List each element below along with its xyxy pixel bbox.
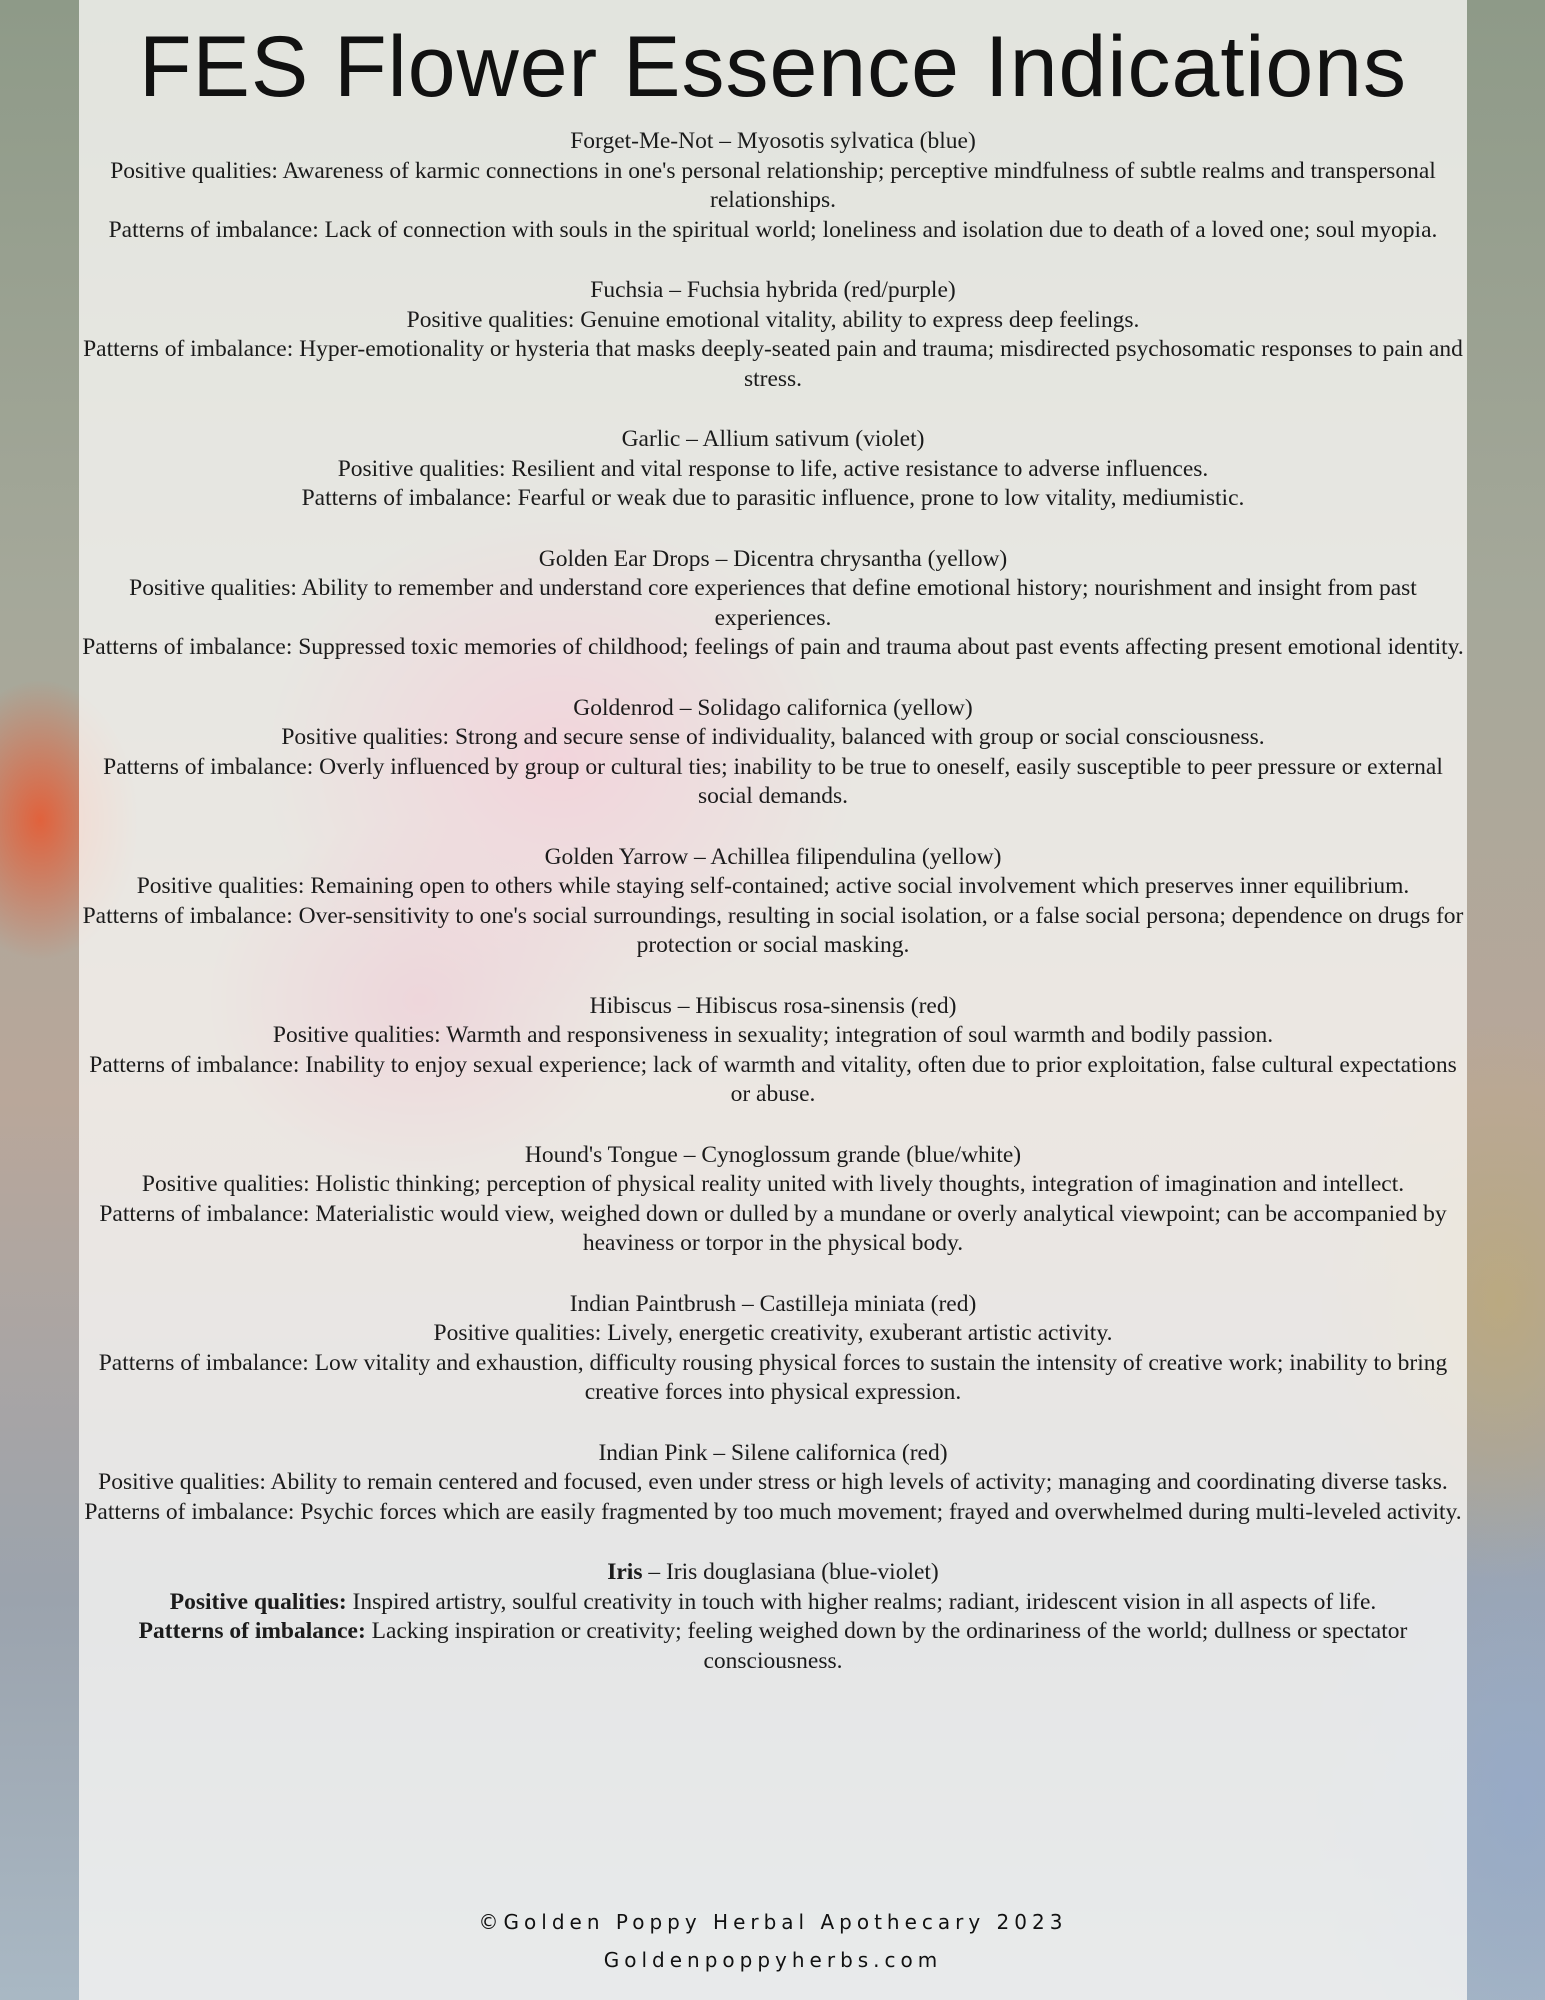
positive-qualities <box>79 455 1467 485</box>
patterns-of-imbalance <box>79 902 1467 961</box>
flower-name: Fuchsia <box>590 277 664 303</box>
imbalance-label: Patterns of imbalance: <box>138 1618 366 1644</box>
dash: – <box>669 277 681 303</box>
imbalance-text: Lacking inspiration or creativity; feeling weighed down by the ordinariness of the world; dullness or spectator consciousness. <box>371 1618 1408 1674</box>
flower-heading <box>79 545 1467 575</box>
patterns-of-imbalance <box>79 633 1467 663</box>
flower-latin-name: Solidago californica (yellow) <box>697 694 973 721</box>
flower-heading <box>79 1141 1467 1171</box>
imbalance-text: Inability to enjoy sexual experience; lack of warmth and vitality, often due to prior exploitation, false cultural expectations or abuse. <box>305 1051 1457 1107</box>
flower-latin-name: Achillea filipendulina (yellow) <box>710 843 1002 870</box>
positive-label: Positive qualities: <box>337 455 506 482</box>
imbalance-text: Lack of connection with souls in the spiritual world; loneliness and isolation due to death of a loved one; soul myopia. <box>324 216 1438 243</box>
flower-latin-name: Fuchsia hybrida (red/purple) <box>686 277 956 303</box>
imbalance-text: Hyper-emotionality or hysteria that masks deeply-seated pain and trauma; misdirected psychosomatic responses to pain and stress. <box>299 336 1463 392</box>
positive-text: Awareness of karmic connections in one's personal relationship; perceptive mindfulness of subtle realms and transpersonal relationships. <box>282 157 1436 213</box>
flower-latin-name: Iris douglasiana (blue-violet) <box>665 1559 939 1585</box>
positive-text: Warmth and responsiveness in sexuality; integration of soul warmth and bodily passion. <box>446 1022 1274 1048</box>
imbalance-label: Patterns of imbalance: <box>89 1051 300 1078</box>
positive-text: Lively, energetic creativity, exuberant artistic activity. <box>607 1320 1113 1346</box>
flower-name: Hound's Tongue <box>524 1141 678 1168</box>
positive-qualities <box>79 1319 1467 1349</box>
positive-text: Resilient and vital response to life, active resistance to adverse influences. <box>511 455 1209 482</box>
imbalance-label: Patterns of imbalance: <box>108 216 319 243</box>
copyright-text: ©Golden Poppy Herbal Apothecary 2023 <box>478 1910 1068 1934</box>
flower-entry <box>79 276 1467 394</box>
flower-latin-name: Silene californica (red) <box>730 1439 948 1466</box>
positive-qualities <box>79 1468 1467 1498</box>
imbalance-label: Patterns of imbalance: <box>103 753 314 780</box>
flower-entry <box>79 1558 1467 1676</box>
flower-entry <box>79 992 1467 1110</box>
positive-label: Positive qualities: <box>272 1022 441 1048</box>
flower-latin-name: Allium sativum (violet) <box>702 426 925 452</box>
flower-heading <box>79 694 1467 724</box>
positive-label: Positive qualities: <box>98 1469 266 1495</box>
flower-entry <box>79 1141 1467 1259</box>
positive-qualities <box>79 157 1467 216</box>
positive-qualities <box>79 1588 1467 1618</box>
dash: – <box>648 1559 661 1585</box>
positive-text: Strong and secure sense of individuality, balanced with group or social consciousness. <box>454 724 1265 750</box>
positive-text: Ability to remain centered and focused, even under stress or high levels of activity; managing and coordinating diverse tasks. <box>270 1469 1448 1495</box>
flower-latin-name: Hibiscus rosa-sinensis (red) <box>695 992 957 1019</box>
dash: – <box>677 992 690 1019</box>
patterns-of-imbalance <box>79 1349 1467 1408</box>
flower-entry <box>79 843 1467 961</box>
flower-latin-name: Cynoglossum grande (blue/white) <box>701 1141 1022 1168</box>
website-link[interactable]: Goldenpoppyherbs.com <box>603 1948 943 1972</box>
positive-qualities <box>79 574 1467 633</box>
positive-label: Positive qualities: <box>136 873 305 899</box>
flower-name: Forget-Me-Not <box>570 128 714 154</box>
flower-heading <box>79 127 1467 157</box>
patterns-of-imbalance <box>79 1498 1467 1528</box>
imbalance-text: Suppressed toxic memories of childhood; feelings of pain and trauma about past events affecting present emotional identity. <box>298 634 1464 660</box>
imbalance-text: Fearful or weak due to parasitic influence, prone to low vitality, mediumistic. <box>517 485 1245 511</box>
flower-heading <box>79 992 1467 1022</box>
imbalance-label: Patterns of imbalance: <box>98 1349 309 1376</box>
flower-latin-name: Dicentra chrysantha (yellow) <box>733 545 1008 572</box>
entries-list <box>79 127 1467 1707</box>
flower-heading <box>79 1290 1467 1320</box>
positive-qualities <box>79 1170 1467 1200</box>
dash: – <box>742 1290 754 1317</box>
positive-label: Positive qualities: <box>141 1171 310 1197</box>
flower-name: Indian Paintbrush <box>569 1290 737 1317</box>
positive-label: Positive qualities: <box>281 724 450 750</box>
flower-entry <box>79 1439 1467 1528</box>
page-title: FES Flower Essence Indications <box>139 19 1407 115</box>
flower-name: Golden Yarrow <box>544 843 689 870</box>
imbalance-label: Patterns of imbalance: <box>82 902 293 929</box>
flower-entry <box>79 694 1467 812</box>
positive-text: Genuine emotional vitality, ability to express deep feelings. <box>580 306 1140 333</box>
imbalance-text: Overly influenced by group or cultural ties; inability to be true to oneself, easily susceptible to peer pressure or external social demands. <box>319 753 1443 809</box>
positive-text: Remaining open to others while staying self-contained; active social involvement which preserves inner equilibrium. <box>310 873 1410 899</box>
positive-text: Holistic thinking; perception of physical reality united with lively thoughts, integration of imagination and intellect. <box>315 1171 1405 1197</box>
flower-name: Hibiscus <box>589 992 672 1019</box>
dash: – <box>694 843 706 870</box>
positive-text: Inspired artistry, soulful creativity in touch with higher realms; radiant, iridescent vision in all aspects of life. <box>352 1588 1377 1615</box>
positive-label: Positive qualities: <box>129 575 297 601</box>
flower-entry <box>79 425 1467 514</box>
positive-text: Ability to remember and understand core experiences that define emotional history; nourishment and insight from past experiences. <box>301 575 1417 631</box>
flower-entry <box>79 545 1467 663</box>
patterns-of-imbalance <box>79 484 1467 514</box>
flower-name: Goldenrod <box>573 694 674 721</box>
positive-label: Positive qualities: <box>433 1320 602 1346</box>
positive-label: Positive qualities: <box>169 1588 347 1615</box>
patterns-of-imbalance <box>79 753 1467 812</box>
flower-entry <box>79 127 1467 245</box>
patterns-of-imbalance <box>79 1617 1467 1676</box>
patterns-of-imbalance <box>79 1051 1467 1110</box>
flower-entry <box>79 1290 1467 1408</box>
flower-heading <box>79 1439 1467 1469</box>
imbalance-label: Patterns of imbalance: <box>301 485 512 511</box>
flower-heading <box>79 276 1467 306</box>
dash: – <box>715 545 728 572</box>
positive-label: Positive qualities: <box>406 306 575 333</box>
dash: – <box>713 1439 726 1466</box>
flower-latin-name: Castilleja miniata (red) <box>759 1290 977 1317</box>
dash: – <box>686 426 698 452</box>
imbalance-label: Patterns of imbalance: <box>82 634 293 660</box>
flower-latin-name: Myosotis sylvatica (blue) <box>736 128 976 154</box>
flower-heading <box>79 843 1467 873</box>
flower-name: Iris <box>607 1559 643 1585</box>
dash: – <box>683 1141 696 1168</box>
flower-name: Garlic <box>621 426 681 452</box>
content-panel <box>79 0 1467 2000</box>
positive-qualities <box>79 1021 1467 1051</box>
patterns-of-imbalance <box>79 335 1467 394</box>
imbalance-text: Materialistic would view, weighed down or dulled by a mundane or overly analytical viewpoint; can be accompanied by heaviness or torpor in the physical body. <box>315 1200 1447 1256</box>
flower-name: Indian Pink <box>598 1439 708 1466</box>
patterns-of-imbalance <box>79 1200 1467 1259</box>
flower-heading <box>79 425 1467 455</box>
imbalance-text: Low vitality and exhaustion, difficulty rousing physical forces to sustain the intensity of creative work; inability to bring creative forces into physical expression. <box>314 1349 1448 1405</box>
positive-qualities <box>79 306 1467 336</box>
dash: – <box>679 694 692 721</box>
imbalance-label: Patterns of imbalance: <box>84 1498 295 1525</box>
patterns-of-imbalance <box>79 216 1467 246</box>
dash: – <box>719 128 732 154</box>
positive-qualities <box>79 723 1467 753</box>
positive-qualities <box>79 872 1467 902</box>
imbalance-text: Over-sensitivity to one's social surroundings, resulting in social isolation, or a false social persona; dependence on drugs for protection or social masking. <box>298 902 1464 958</box>
positive-label: Positive qualities: <box>110 157 278 184</box>
imbalance-text: Psychic forces which are easily fragmented by too much movement; frayed and overwhelmed during multi-leveled activity. <box>300 1498 1462 1525</box>
flower-heading <box>79 1558 1467 1588</box>
imbalance-label: Patterns of imbalance: <box>99 1200 310 1227</box>
flower-name: Golden Ear Drops <box>538 545 710 572</box>
imbalance-label: Patterns of imbalance: <box>83 336 294 362</box>
